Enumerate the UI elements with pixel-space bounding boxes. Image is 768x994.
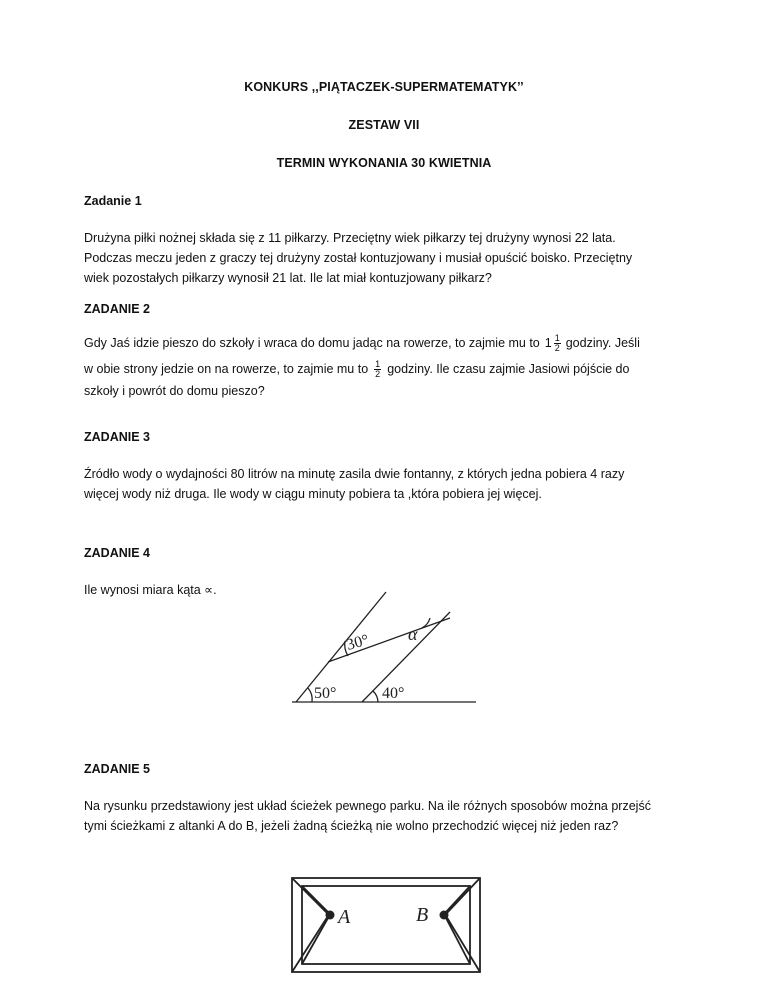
path-b-top-outer [446,878,480,914]
point-b [440,911,449,920]
arc-left [308,688,312,702]
angle-label-50: 50° [314,685,337,702]
half-fraction [374,360,381,379]
mixed-fraction [554,334,561,353]
arc-right [373,691,378,702]
task3-text [84,464,684,504]
label-a: A [338,906,351,928]
angle-label-alpha: α [408,624,418,644]
task2-title: ZADANIE 2 [84,302,150,316]
task5-text [84,796,704,836]
task4-question: Ile wynosi miara kąta ∝. [84,583,217,597]
task5-line1: Na rysunku przedstawiony jest układ ścieżek pewnego parku. Na ile różnych sposobów można przejść [84,799,651,813]
angle-figure [290,590,480,710]
angle-label-40: 40° [382,685,405,702]
path-a-top-outer [292,878,328,914]
park-paths-figure [288,872,486,978]
task3-title: ZADANIE 3 [84,430,150,444]
task2-line2-b: godziny. Ile czasu zajmie Jasiowi pójście do [387,362,630,376]
task5-title: ZADANIE 5 [84,762,150,776]
left-line [296,592,386,702]
path-a-bottom-inner [302,918,328,964]
inner-path [302,886,470,964]
task2-line2 [84,356,704,382]
path-b-top-inner [446,886,470,912]
frac-num: 1 [375,358,381,369]
task1-line3: wiek pozostałych piłkarzy wynosił 21 lat. Ile lat miał kontuzjowany piłkarz? [84,271,492,285]
task2-line3: szkoły i powrót do domu pieszo? [84,384,265,398]
label-b: B [416,904,429,926]
task2-line1-a: Gdy Jaś idzie pieszo do szkoły i wraca do domu jadąc na rowerze, to zajmie mu to [84,336,540,350]
mixed-whole: 1 [544,335,552,350]
mixed-num: 1 [554,333,560,344]
task2-text [84,330,704,400]
deadline-title: TERMIN WYKONANIA 30 KWIETNIA [276,156,492,170]
mixed-number [545,333,563,353]
task1-line2: Podczas meczu jeden z graczy tej drużyny został kontuzjowany i musiał opuścić boisko. Przeciętny [84,251,633,265]
set-title: ZESTAW VII [348,118,420,132]
task2-line1-b: godziny. Jeśli [565,336,640,350]
contest-title: KONKURS ,,PIĄTACZEK-SUPERMATEMATYK’’ [244,80,524,94]
frac-den: 2 [375,368,381,379]
task5-line2: tymi ścieżkami z altanki A do B, jeżeli żadną ścieżką nie wolno przechodzić więcej niż jeden raz? [84,819,619,833]
point-a [326,911,335,920]
mixed-den: 2 [554,343,560,354]
right-line [362,612,450,702]
angle-label-30: 30° [344,631,371,654]
task1-line1: Drużyna piłki nożnej składa się z 11 piłkarzy. Przeciętny wiek piłkarzy tej drużyny wynosi 22 lata. [84,231,616,245]
task2-line1 [84,330,704,356]
task1-text [84,228,684,288]
task2-line2-a: w obie strony jedzie on na rowerze, to zajmie mu to [84,362,369,376]
path-b-bottom-inner [446,918,470,964]
task1-title: Zadanie 1 [84,194,142,208]
task4-title: ZADANIE 4 [84,546,150,560]
path-a-top-inner [302,886,328,912]
task3-line2: więcej wody niż druga. Ile wody w ciągu minuty pobiera ta ,która pobiera jej więcej. [84,487,542,501]
task3-line1: Źródło wody o wydajności 80 litrów na minutę zasila dwie fontanny, z których jedna pobiera 4 razy [84,467,625,481]
